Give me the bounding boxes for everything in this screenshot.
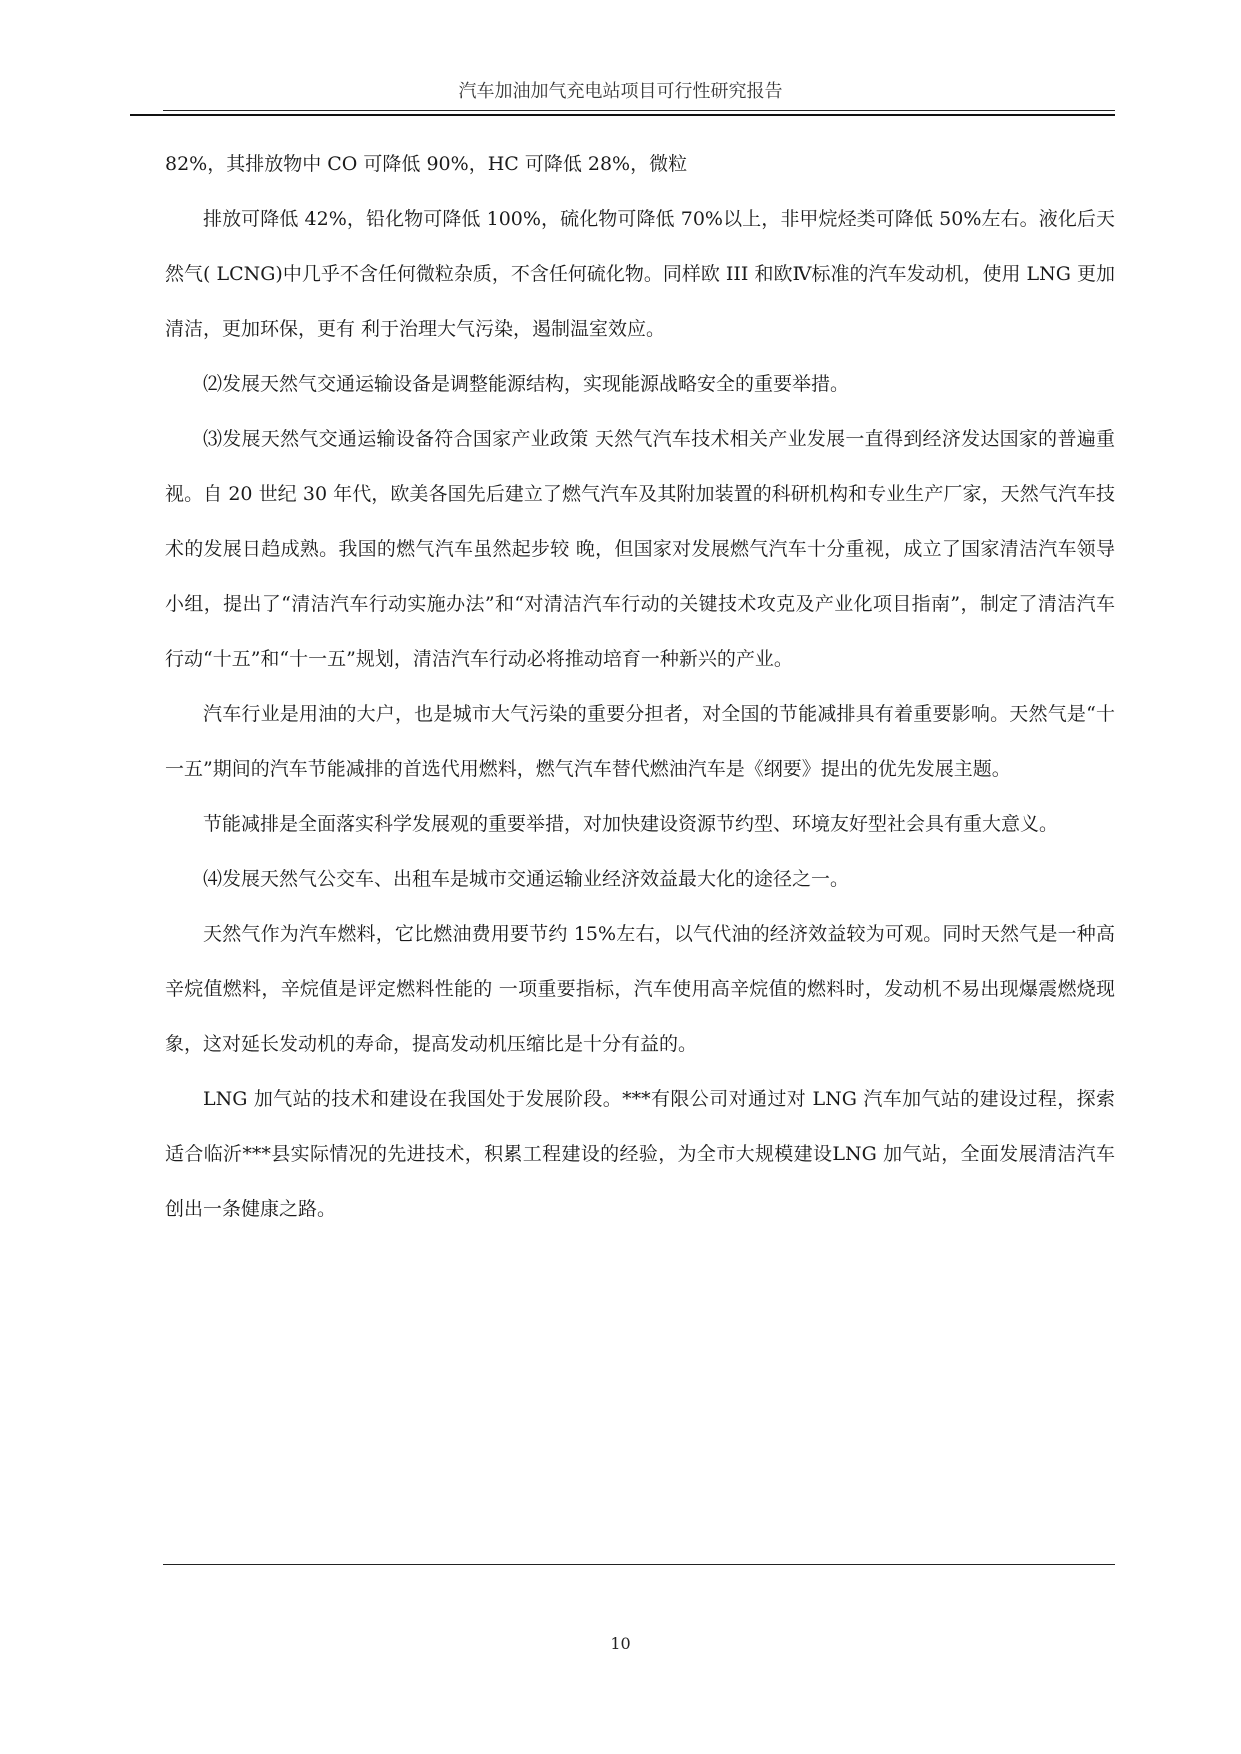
paragraph-5: 汽车行业是用油的大户，也是城市大气污染的重要分担者，对全国的节能减排具有着重要影响。天然气是“十一五”期间的汽车节能减排的首选代用燃料，燃气汽车替代燃油汽车是《纲要》提出的优先发展主题。 <box>165 703 1115 780</box>
footer-rule <box>163 1564 1115 1565</box>
header-rule-thick <box>130 114 1115 116</box>
paragraph-3: ⑵发展天然气交通运输设备是调整能源结构，实现能源战略安全的重要举措。 <box>203 373 850 395</box>
paragraph-4: ⑶发展天然气交通运输设备符合国家产业政策 天然气汽车技术相关产业发展一直得到经济发达国家的普遍重视。自 20 世纪 30 年代，欧美各国先后建立了燃气汽车及其附加装置的科研机构和专业生产厂家，天然气汽车技术的发展日趋成熟。我国的燃气汽车虽然起步较 晚，但国家对发展燃气汽车十分重视，成立了国家清洁汽车领导小组，提出了“清洁汽车行动实施办法”和“对清洁汽车行动的关键技术攻克及产业化项目指南”，制定了清洁汽车行动“十五”和“十一五”规划，清洁汽车行动必将推动培育一种新兴的产业。 <box>165 428 1115 670</box>
paragraph-8: 天然气作为汽车燃料，它比燃油费用要节约 15%左右，以气代油的经济效益较为可观。同时天然气是一种高辛烷值燃料，辛烷值是评定燃料性能的 一项重要指标，汽车使用高辛烷值的燃料时，发动机不易出现爆震燃烧现象，这对延长发动机的寿命，提高发动机压缩比是十分有益的。 <box>165 923 1115 1055</box>
paragraph-7: ⑷发展天然气公交车、出租车是城市交通运输业经济效益最大化的途径之一。 <box>203 868 850 890</box>
paragraph-9: LNG 加气站的技术和建设在我国处于发展阶段。***有限公司对通过对 LNG 汽车加气站的建设过程，探索适合临沂***县实际情况的先进技术，积累工程建设的经验，为全市大规模建设LNG 加气站，全面发展清洁汽车创出一条健康之路。 <box>165 1088 1115 1220</box>
paragraph-2: 排放可降低 42%，铅化物可降低 100%，硫化物可降低 70%以上，非甲烷烃类可降低 50%左右。液化后天然气( LCNG)中几乎不含任何微粒杂质，不含任何硫化物。同样欧 III 和欧Ⅳ标准的汽车发动机，使用 LNG 更加清洁，更加环保，更有 利于治理大气污染，遏制温室效应。 <box>165 208 1115 340</box>
header-title: 汽车加油加气充电站项目可行性研究报告 <box>458 81 783 102</box>
paragraph-6: 节能减排是全面落实科学发展观的重要举措，对加快建设资源节约型、环境友好型社会具有重大意义。 <box>203 813 1059 835</box>
header-rule-thin <box>163 110 1115 111</box>
page-number: 10 <box>610 1634 631 1653</box>
paragraph-1: 82%，其排放物中 CO 可降低 90%，HC 可降低 28%，微粒 <box>165 153 688 175</box>
body-text <box>165 137 1115 1237</box>
